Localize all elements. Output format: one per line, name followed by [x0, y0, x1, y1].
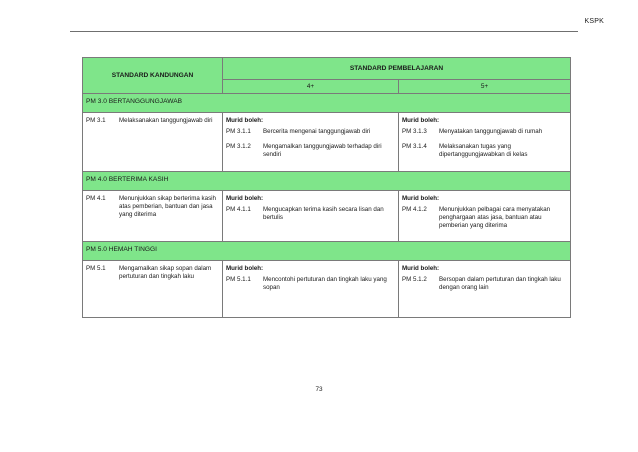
learning-standard-entry	[226, 143, 395, 159]
section-header-row	[83, 94, 571, 113]
sp-code: PM 3.1.2	[226, 143, 251, 151]
murid-boleh-label: Murid boleh:	[402, 265, 440, 273]
sk-desc: Mengamalkan sikap sopan dalam pertuturan dan tingkah laku	[119, 265, 212, 281]
section-title: PM 4.0 BERTERIMA KASIH	[83, 171, 571, 190]
band-header-4: 4+	[223, 80, 399, 94]
standard-pembelajaran-5-cell	[399, 261, 571, 318]
learning-standard-entry	[226, 206, 395, 222]
section-header-row	[83, 242, 571, 261]
section-content-row	[83, 113, 571, 172]
sp-desc: Bersopan dalam pertuturan dan tingkah laku dengan orang lain	[439, 276, 561, 292]
sp-desc: Mengamalkan tanggungjawab terhadap diri sendiri	[263, 143, 382, 159]
murid-boleh-label: Murid boleh:	[226, 194, 264, 202]
column-header-standard-kandungan: STANDARD KANDUNGAN	[83, 58, 223, 94]
sp-desc: Mengucapkan terima kasih secara lisan dan bertulis	[263, 205, 384, 221]
learning-standard-entry	[226, 276, 395, 292]
band-header-5: 5+	[399, 80, 571, 94]
murid-boleh-label: Murid boleh:	[226, 265, 264, 273]
sk-code: PM 5.1	[86, 265, 106, 273]
sp-code: PM 5.1.2	[402, 276, 427, 284]
standard-kandungan-cell	[83, 113, 223, 172]
sp-code: PM 3.1.3	[402, 128, 427, 135]
sp-code: PM 3.1.4	[402, 143, 427, 151]
sp-code: PM 4.1.2	[402, 205, 427, 213]
standard-kandungan-cell	[83, 261, 223, 318]
section-header-row	[83, 171, 571, 190]
section-content-row	[83, 190, 571, 242]
header-tag: KSPK	[584, 18, 604, 25]
sp-code: PM 5.1.1	[226, 276, 251, 284]
sp-desc: Melaksanakan tugas yang dipertanggungjawabkan di kelas	[439, 143, 528, 159]
sp-desc: Mencontohi pertuturan dan tingkah laku yang sopan	[263, 276, 387, 292]
standard-pembelajaran-4-cell	[223, 261, 399, 318]
sp-desc: Menunjukkan pelbagai cara menyatakan penghargaan atas jasa, bantuan atau pemberian yang diterima	[439, 205, 551, 230]
section-title: PM 5.0 HEMAH TINGGI	[83, 242, 571, 261]
learning-standard-entry	[402, 276, 567, 292]
standard-kandungan-cell	[83, 190, 223, 242]
sp-desc: Bercerita mengenai tanggungjawab diri	[263, 128, 371, 135]
learning-standard-entry	[226, 128, 395, 136]
murid-boleh-label: Murid boleh:	[402, 117, 440, 124]
page-number: 73	[315, 386, 323, 393]
murid-boleh-label: Murid boleh:	[226, 117, 264, 124]
sp-code: PM 3.1.1	[226, 128, 251, 135]
sk-desc: Melaksanakan tanggungjawab diri	[119, 117, 213, 124]
column-header-standard-pembelajaran: STANDARD PEMBELAJARAN	[223, 58, 571, 80]
standard-pembelajaran-5-cell	[399, 190, 571, 242]
sk-desc: Menunjukkan sikap berterima kasih atas pemberian, bantuan dan jasa yang diterima	[119, 194, 216, 219]
section-content-row	[83, 261, 571, 318]
learning-standard-entry	[402, 143, 567, 159]
sk-code: PM 4.1	[86, 194, 106, 202]
murid-boleh-label: Murid boleh:	[402, 194, 440, 202]
header-rule	[70, 31, 578, 32]
standard-pembelajaran-4-cell	[223, 190, 399, 242]
sp-desc: Menyatakan tanggungjawab di rumah	[439, 128, 543, 135]
sk-code: PM 3.1	[86, 117, 106, 124]
sp-code: PM 4.1.1	[226, 205, 251, 213]
standard-pembelajaran-4-cell	[223, 113, 399, 172]
section-title: PM 3.0 BERTANGGUNGJAWAB	[83, 94, 571, 113]
learning-standard-entry	[402, 128, 567, 136]
learning-standard-entry	[402, 206, 567, 231]
standard-pembelajaran-5-cell	[399, 113, 571, 172]
curriculum-table	[82, 57, 571, 318]
